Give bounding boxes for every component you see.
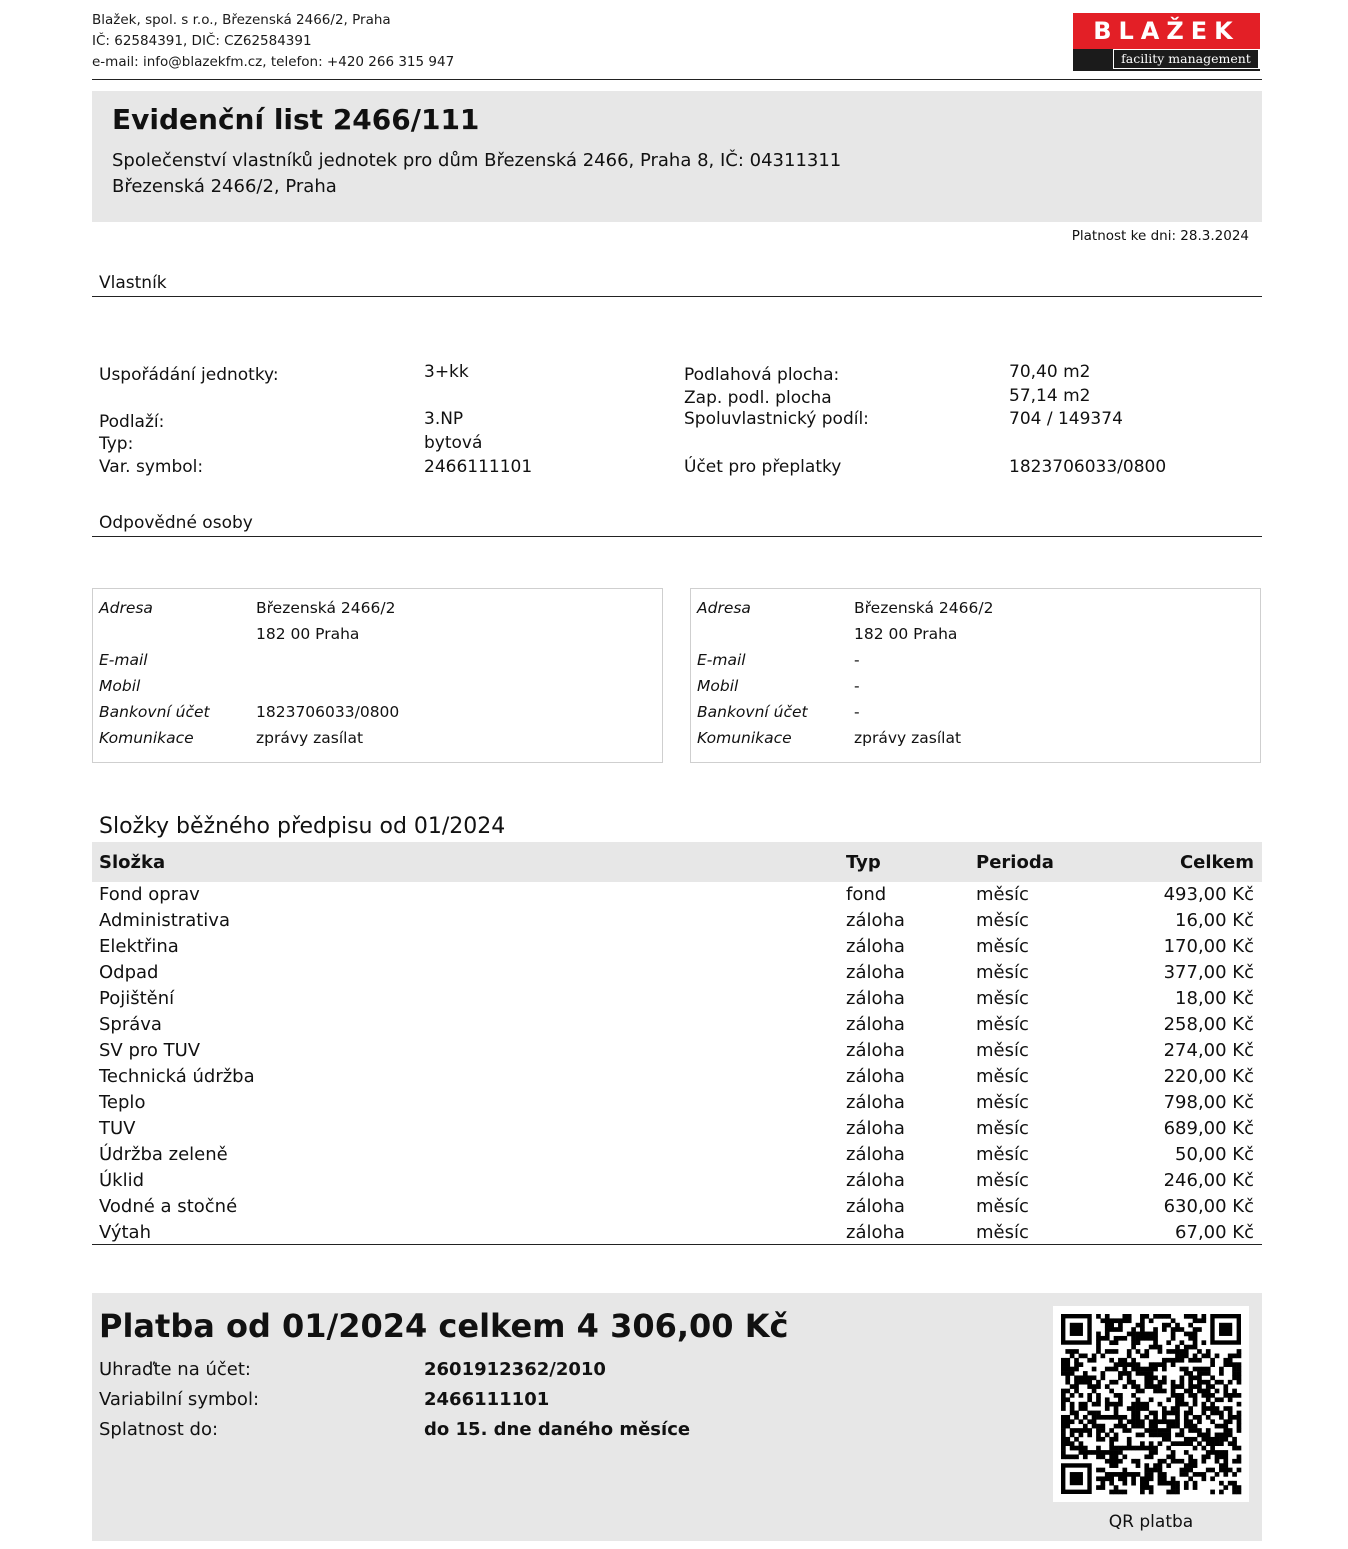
cell-type: záloha bbox=[846, 936, 905, 957]
cell-total: 18,00 Kč bbox=[1175, 988, 1254, 1009]
address-line2: 182 00 Praha bbox=[854, 625, 958, 643]
cell-type: záloha bbox=[846, 1118, 905, 1139]
cell-period: měsíc bbox=[976, 988, 1029, 1009]
cell-item: Údržba zeleně bbox=[99, 1144, 228, 1165]
header-period: Perioda bbox=[976, 852, 1054, 873]
cell-total: 246,00 Kč bbox=[1163, 1170, 1254, 1191]
company-ids-line: IČ: 62584391, DIČ: CZ62584391 bbox=[92, 33, 312, 49]
payment-due-value: do 15. dne daného měsíce bbox=[424, 1419, 691, 1440]
unit-layout-value: 3+kk bbox=[424, 362, 469, 382]
counted-area-label: Zap. podl. plocha bbox=[684, 388, 832, 408]
header-item: Složka bbox=[99, 852, 166, 873]
cell-type: záloha bbox=[846, 1066, 905, 1087]
bank-value: - bbox=[854, 703, 860, 721]
share-value: 704 / 149374 bbox=[1009, 409, 1123, 429]
cell-period: měsíc bbox=[976, 1040, 1029, 1061]
person-card bbox=[92, 588, 663, 763]
table-bottom-rule bbox=[92, 1244, 1262, 1245]
cell-type: záloha bbox=[846, 988, 905, 1009]
cell-total: 220,00 Kč bbox=[1163, 1066, 1254, 1087]
cell-period: měsíc bbox=[976, 1066, 1029, 1087]
table-row bbox=[92, 1118, 1262, 1144]
cell-total: 689,00 Kč bbox=[1163, 1118, 1254, 1139]
header-total: Celkem bbox=[1179, 852, 1254, 873]
bank-value: 1823706033/0800 bbox=[256, 703, 400, 721]
cell-period: měsíc bbox=[976, 1222, 1029, 1243]
unit-layout-label: Uspořádání jednotky: bbox=[99, 365, 279, 385]
email-value: - bbox=[854, 651, 860, 669]
address-line2: 182 00 Praha bbox=[256, 625, 360, 643]
document-title: Evidenční list 2466/111 bbox=[112, 103, 480, 136]
header-divider bbox=[92, 79, 1262, 80]
table-row bbox=[92, 884, 1262, 910]
cell-item: Elektřina bbox=[99, 936, 179, 957]
floor-area-value: 70,40 m2 bbox=[1009, 362, 1091, 382]
overpay-account-label: Účet pro přeplatky bbox=[684, 457, 842, 477]
table-row bbox=[92, 962, 1262, 988]
cell-type: záloha bbox=[846, 1040, 905, 1061]
table-row bbox=[92, 1092, 1262, 1118]
qr-code-image bbox=[1053, 1306, 1249, 1502]
logo-name: BLAŽEK bbox=[1093, 17, 1240, 45]
cell-item: Administrativa bbox=[99, 910, 230, 931]
responsible-heading: Odpovědné osoby bbox=[99, 513, 253, 533]
payment-block bbox=[92, 1293, 1262, 1541]
cell-item: TUV bbox=[99, 1118, 136, 1139]
cell-type: záloha bbox=[846, 1222, 905, 1243]
components-table-header bbox=[92, 842, 1262, 882]
company-logo bbox=[1073, 13, 1260, 71]
cell-type: záloha bbox=[846, 910, 905, 931]
cell-total: 50,00 Kč bbox=[1175, 1144, 1254, 1165]
floor-value: 3.NP bbox=[424, 409, 464, 429]
unit-type-label: Typ: bbox=[99, 434, 134, 454]
address-label: Adresa bbox=[697, 599, 751, 617]
bank-label: Bankovní účet bbox=[99, 703, 210, 721]
share-label: Spoluvlastnický podíl: bbox=[684, 409, 869, 429]
communication-label: Komunikace bbox=[99, 729, 194, 747]
association-address: Březenská 2466/2, Praha bbox=[112, 176, 337, 197]
table-row bbox=[92, 910, 1262, 936]
cell-total: 493,00 Kč bbox=[1163, 884, 1254, 905]
cell-period: měsíc bbox=[976, 1118, 1029, 1139]
overpay-account-value: 1823706033/0800 bbox=[1009, 457, 1167, 477]
cell-item: Správa bbox=[99, 1014, 162, 1035]
cell-type: záloha bbox=[846, 962, 905, 983]
floor-area-label: Podlahová plocha: bbox=[684, 365, 840, 385]
address-label: Adresa bbox=[99, 599, 153, 617]
cell-type: záloha bbox=[846, 1170, 905, 1191]
cell-period: měsíc bbox=[976, 910, 1029, 931]
cell-type: fond bbox=[846, 884, 887, 905]
table-row bbox=[92, 1170, 1262, 1196]
cell-total: 274,00 Kč bbox=[1163, 1040, 1254, 1061]
cell-period: měsíc bbox=[976, 962, 1029, 983]
person-card bbox=[690, 588, 1261, 763]
communication-label: Komunikace bbox=[697, 729, 792, 747]
mobile-label: Mobil bbox=[697, 677, 739, 695]
mobile-value: - bbox=[854, 677, 860, 695]
table-row bbox=[92, 1040, 1262, 1066]
cell-item: Teplo bbox=[99, 1092, 146, 1113]
owner-divider bbox=[92, 296, 1262, 297]
header-type: Typ bbox=[846, 852, 881, 873]
payment-title: Platba od 01/2024 celkem 4 306,00 Kč bbox=[99, 1307, 789, 1345]
cell-period: měsíc bbox=[976, 1196, 1029, 1217]
email-label: E-mail bbox=[697, 651, 746, 669]
table-row bbox=[92, 1196, 1262, 1222]
validity-date: Platnost ke dni: 28.3.2024 bbox=[1071, 228, 1249, 244]
qr-payment-code bbox=[1053, 1306, 1249, 1502]
cell-item: Technická údržba bbox=[99, 1066, 255, 1087]
cell-item: Výtah bbox=[99, 1222, 151, 1243]
payment-due-label: Splatnost do: bbox=[99, 1419, 219, 1440]
title-block bbox=[92, 91, 1262, 222]
cell-period: měsíc bbox=[976, 936, 1029, 957]
cell-total: 258,00 Kč bbox=[1163, 1014, 1254, 1035]
cell-total: 16,00 Kč bbox=[1175, 910, 1254, 931]
logo-tagline: facility management bbox=[1114, 50, 1258, 68]
cell-period: měsíc bbox=[976, 884, 1029, 905]
cell-period: měsíc bbox=[976, 1092, 1029, 1113]
unit-type-value: bytová bbox=[424, 433, 483, 453]
payment-vs-label: Variabilní symbol: bbox=[99, 1389, 260, 1410]
var-symbol-label: Var. symbol: bbox=[99, 457, 204, 477]
cell-period: měsíc bbox=[976, 1170, 1029, 1191]
var-symbol-value: 2466111101 bbox=[424, 457, 533, 477]
table-row bbox=[92, 936, 1262, 962]
company-name-line: Blažek, spol. s r.o., Březenská 2466/2, Praha bbox=[92, 12, 391, 28]
cell-type: záloha bbox=[846, 1144, 905, 1165]
payment-account-value: 2601912362/2010 bbox=[424, 1359, 606, 1380]
association-name: Společenství vlastníků jednotek pro dům Březenská 2466, Praha 8, IČ: 04311311 bbox=[112, 150, 842, 171]
address-line1: Březenská 2466/2 bbox=[256, 599, 396, 617]
cell-total: 630,00 Kč bbox=[1163, 1196, 1254, 1217]
table-row bbox=[92, 1014, 1262, 1040]
owner-heading: Vlastník bbox=[99, 273, 167, 293]
counted-area-value: 57,14 m2 bbox=[1009, 386, 1091, 406]
payment-vs-value: 2466111101 bbox=[424, 1389, 550, 1410]
cell-total: 377,00 Kč bbox=[1163, 962, 1254, 983]
cell-period: měsíc bbox=[976, 1144, 1029, 1165]
communication-value: zprávy zasílat bbox=[854, 729, 962, 747]
cell-total: 798,00 Kč bbox=[1163, 1092, 1254, 1113]
communication-value: zprávy zasílat bbox=[256, 729, 364, 747]
cell-item: SV pro TUV bbox=[99, 1040, 201, 1061]
address-line1: Březenská 2466/2 bbox=[854, 599, 994, 617]
cell-item: Odpad bbox=[99, 962, 159, 983]
email-label: E-mail bbox=[99, 651, 148, 669]
cell-item: Pojištění bbox=[99, 988, 175, 1009]
cell-period: měsíc bbox=[976, 1014, 1029, 1035]
payment-account-label: Uhraďte na účet: bbox=[99, 1359, 251, 1380]
cell-total: 170,00 Kč bbox=[1163, 936, 1254, 957]
cell-type: záloha bbox=[846, 1014, 905, 1035]
cell-type: záloha bbox=[846, 1196, 905, 1217]
cell-item: Fond oprav bbox=[99, 884, 200, 905]
qr-caption: QR platba bbox=[1108, 1512, 1194, 1532]
mobile-label: Mobil bbox=[99, 677, 141, 695]
responsible-divider bbox=[92, 536, 1262, 537]
company-contact-line: e-mail: info@blazekfm.cz, telefon: +420 266 315 947 bbox=[92, 54, 455, 70]
cell-item: Úklid bbox=[99, 1170, 145, 1191]
table-row bbox=[92, 988, 1262, 1014]
table-row bbox=[92, 1066, 1262, 1092]
cell-total: 67,00 Kč bbox=[1175, 1222, 1254, 1243]
components-title: Složky běžného předpisu od 01/2024 bbox=[99, 814, 506, 839]
bank-label: Bankovní účet bbox=[697, 703, 808, 721]
table-row bbox=[92, 1144, 1262, 1170]
cell-item: Vodné a stočné bbox=[99, 1196, 238, 1217]
cell-type: záloha bbox=[846, 1092, 905, 1113]
floor-label: Podlaží: bbox=[99, 412, 165, 432]
